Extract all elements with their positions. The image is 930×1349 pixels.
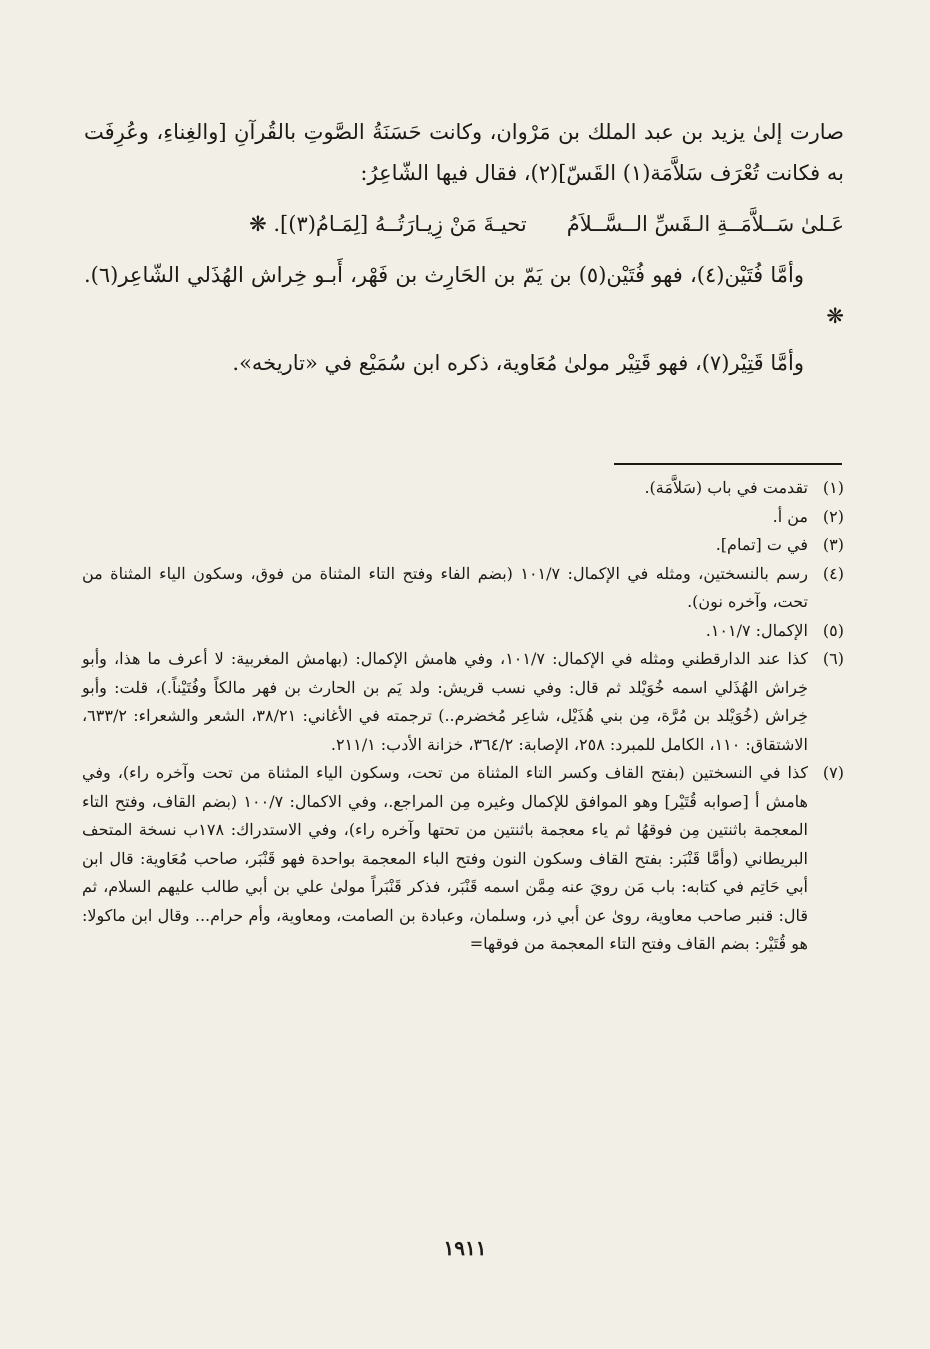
footnote-separator	[614, 463, 842, 465]
footnote-number: (٥)	[822, 620, 844, 640]
footnote-text: في ت [تمام].	[715, 535, 808, 554]
footnote-text: كذا في النسختين (بفتح القاف وكسر التاء المثناة من تحت، وسكون الياء المثناة من تحت وآخره راء)، وفي هامش أ [صوابه قُتَيْر] وهو الموافق للإكمال وغيره مِن المراجع.، وفي الاكمال: ١٠٠/٧ (بضم القاف، وفتح التاء المعجمة باثنتين مِن فوقهُا ثم ياء معجمة باثنتين من تحتها وآخره راء)، وفي الاستدراك: ١٧٨ب نسخة المتحف البريطاني (وأمَّا قَنْبَر: بفتح القاف وسكون النون وفتح الباء المعجمة بواحدة فهو قَنْبَر، صاحب مُعَاوية: قال ابن أبي حَاتِم في كتابه: باب مَن رويَ عنه مِمَّن اسمه قَنْبَر، فذكر قَنْبَراً مولىٰ علي بن أبي طالب عليهم السلام، ثم قال: قنبر صاحب معاوية، روىٰ عن أبي ذر، وسلمان، وعبادة بن الصامت، ومعاوية، وأم حرام... وقال ابن ماكولا: هو قُتَيْر: بضم القاف وفتح التاء المعجمة من فوقها=	[82, 763, 809, 953]
page-number: ١٩١١	[443, 1236, 487, 1260]
footnote-text: كذا عند الدارقطني ومثله في الإكمال: ١٠١/٧، وفي هامش الإكمال: (بهامش المغربية: لا أعرف ما هذا، وأبو خِراش الهُذَلي اسمه خُوَيْلد ثم قال: وفي نسب قريش: ولد يَم بن الحارث بن فهر مالكاً وفُتَيْناً.)، قلت: وأبو خِراش (خُوَيْلد بن مُرَّة، مِن بني هُذَيْل، شاعِر مُخضرم..) ترجمته في الأغاني: ٣٨/٢١، الشعر والشعراء: ٦٣٣/٢، الاشتقاق: ١١٠، الكامل للمبرد: ٢٥٨، الإصابة: ٣٦٤/٢، خزانة الأدب: ٢١١/١.	[82, 649, 809, 754]
footnote	[82, 759, 844, 959]
footnote-number: (٣)	[822, 535, 844, 554]
footnote-text: تقدمت في باب (سَلاَّمَة).	[644, 478, 808, 497]
footnote-number: (٧)	[822, 763, 844, 782]
paragraph-2: وأمَّا فُتَيْن(٤)، فهو فُتَيْن(٥) بن يَمّ بن الحَارِث بن فَهْر، أَبـو خِراش الهُذَلي الشّاعِر(٦). ❋	[84, 263, 844, 328]
footnote-number: (٢)	[822, 506, 844, 526]
footnote	[82, 531, 844, 560]
main-text	[84, 112, 844, 384]
footnote-number: (٤)	[822, 563, 844, 583]
footnote	[82, 645, 844, 759]
footnote-text: من أ.	[772, 506, 808, 526]
footnote-text: رسم بالنسختين، ومثله في الإكمال: ١٠١/٧ (بضم الفاء وفتح التاء المثناة من فوق، وسكون الياء المثناة من تحت، وآخره نون).	[82, 563, 809, 611]
paragraph-3: وأمَّا قَتِيْر(٧)، فهو قَتِيْر مولىٰ مُعَاوية، ذكره ابن سُمَيْع في «تاريخه».	[232, 351, 804, 375]
footnote	[82, 503, 844, 532]
paragraph-1: صارت إلىٰ يزيد بن عبد الملك بن مَرْوان، وكانت حَسَنَةُ الصَّوتِ بالقُرآنِ [والغِناءِ، وعُرِفَت به فكانت تُعْرَف سَلاَّمَة(١) القَسّ](٢)، فقال فيها الشّاعِرُ:	[84, 120, 844, 185]
verse-second-hemistich: تحيـةَ مَنْ زِيـارَتُــهُ [لِمَـامُ(٣)]. ❋	[249, 212, 527, 236]
footnote-text: الإكمال: ١٠١/٧.	[705, 620, 808, 640]
footnote	[82, 474, 844, 503]
footnote	[82, 560, 844, 617]
footnote-number: (١)	[822, 478, 844, 497]
poetry-verse	[84, 204, 844, 245]
footnote-number: (٦)	[822, 649, 844, 668]
verse-first-hemistich: عَـلىٰ سَــلاَّمَــةِ الـقَسِّ الــسَّــلاَمُ	[566, 212, 844, 236]
footnote	[82, 617, 844, 646]
footnotes	[82, 474, 844, 959]
